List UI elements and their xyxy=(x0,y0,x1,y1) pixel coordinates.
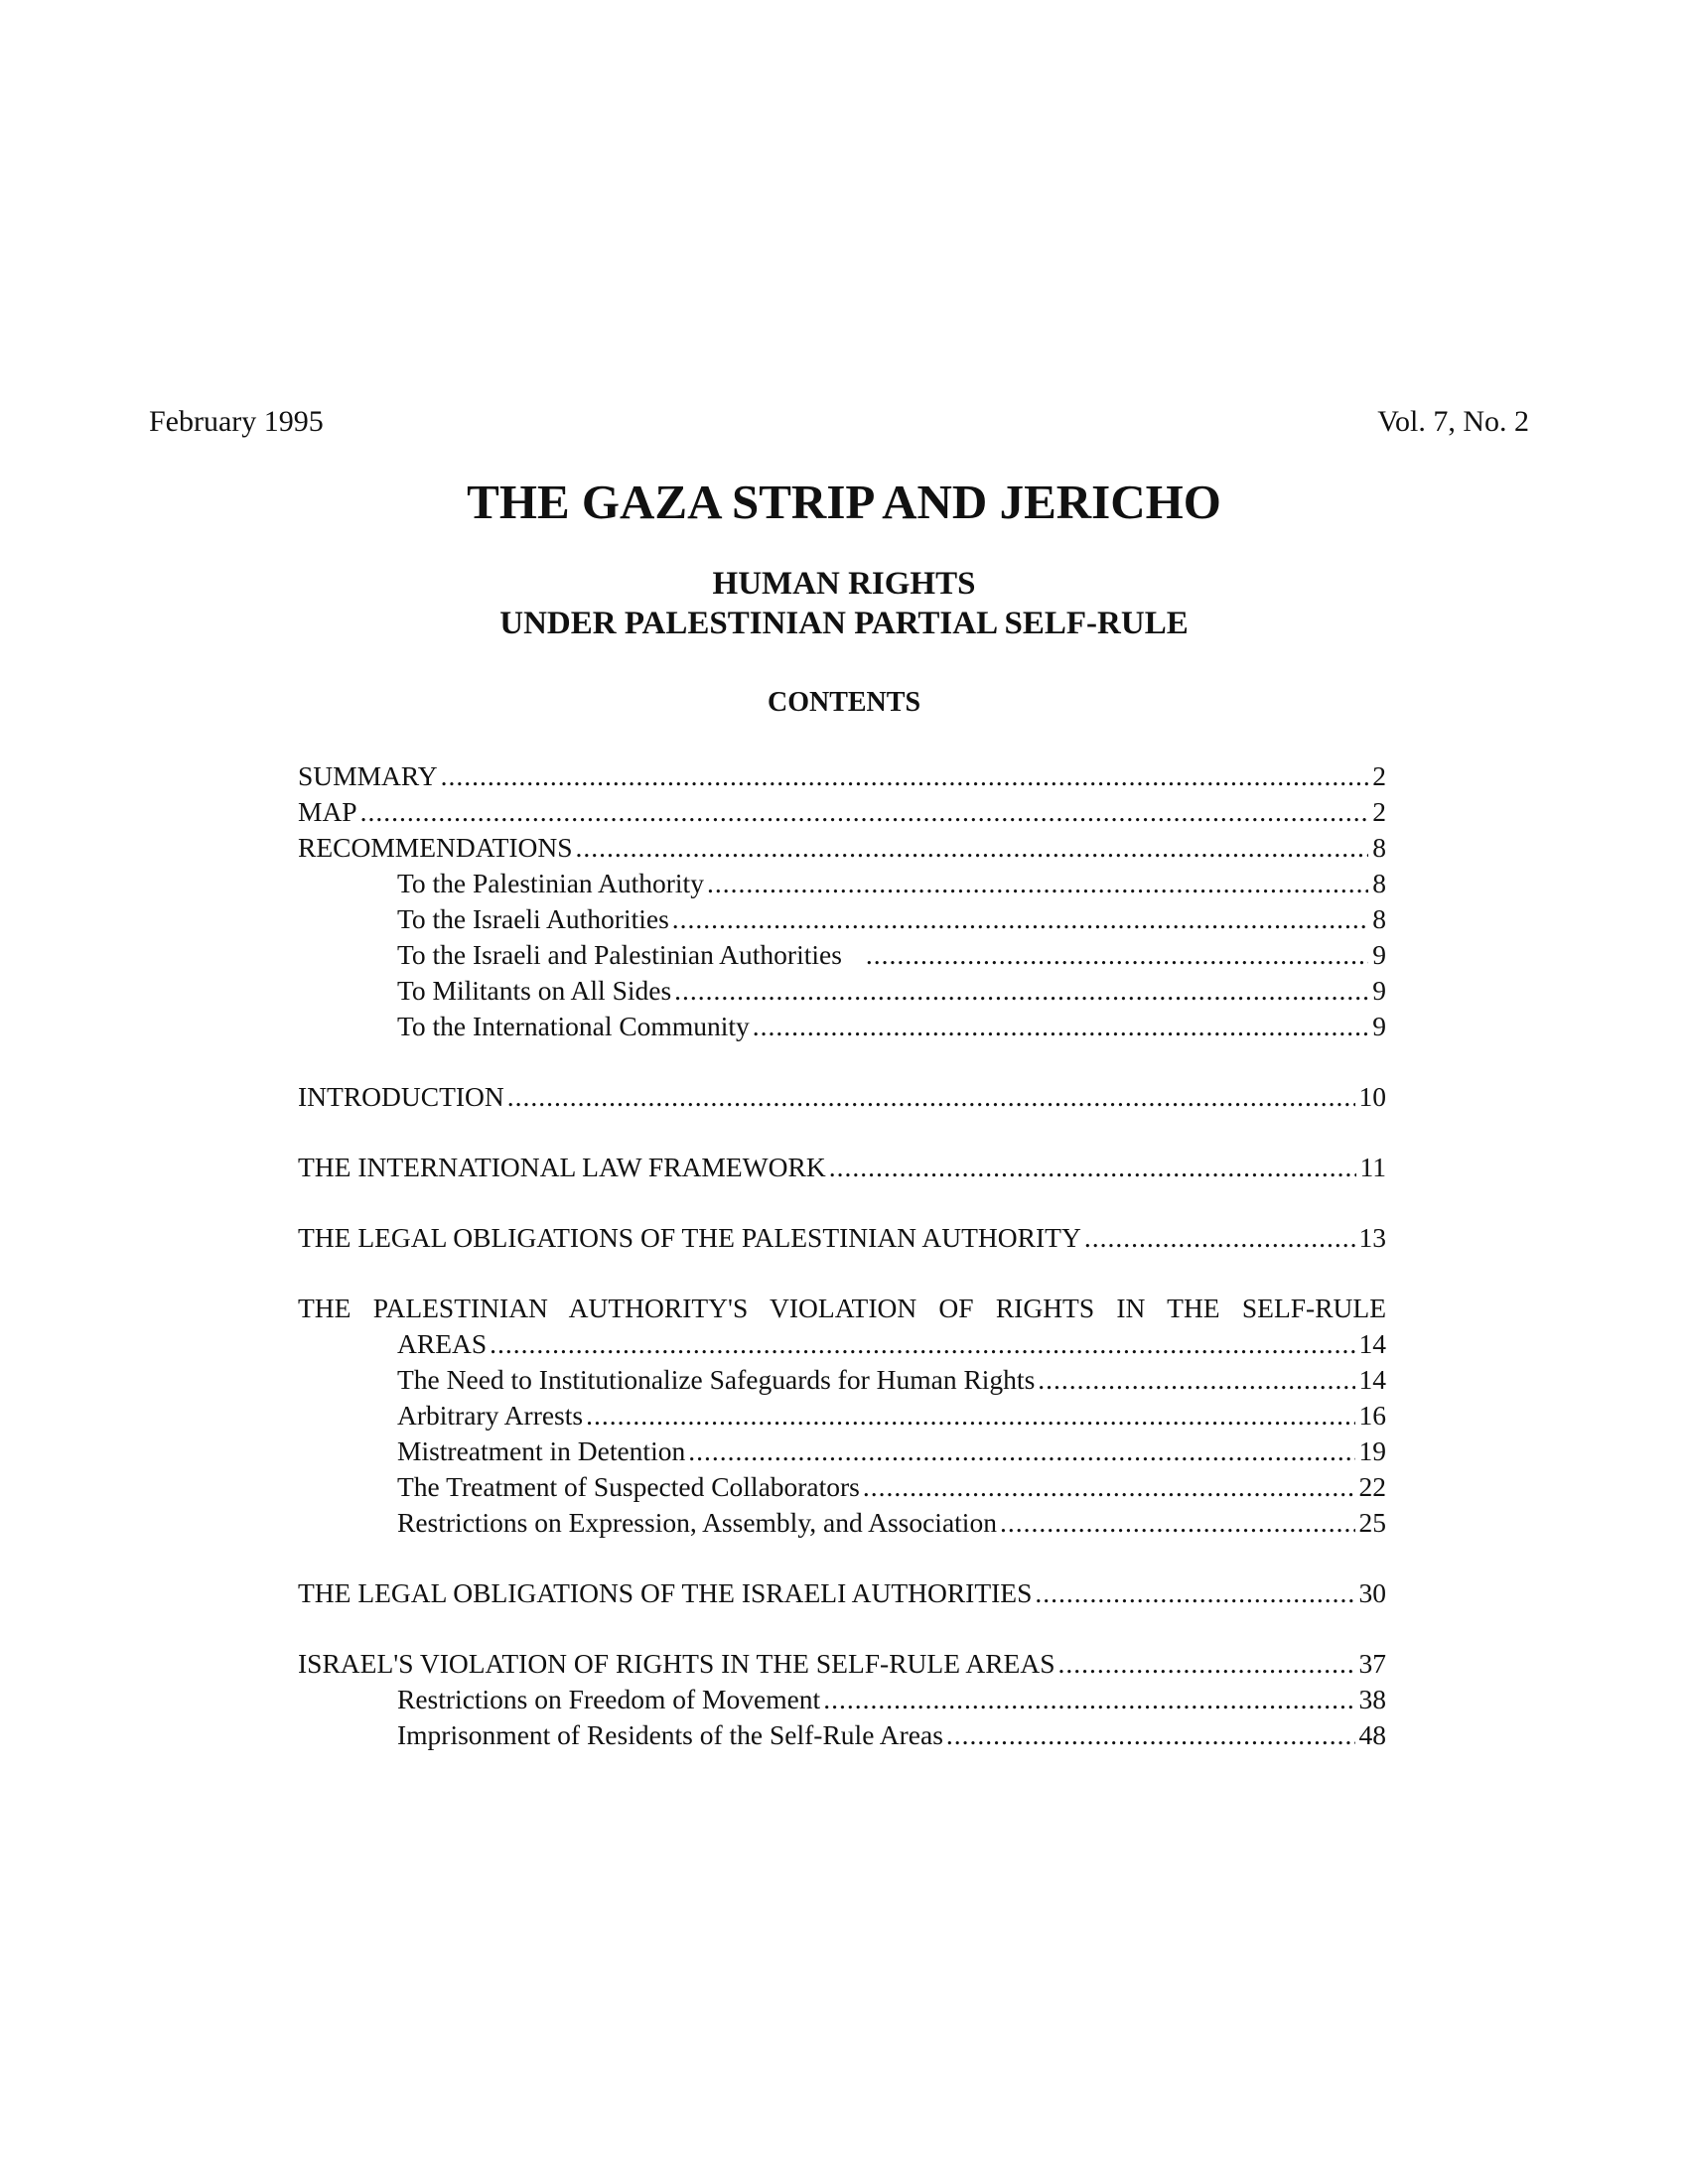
toc-entry xyxy=(298,830,1386,866)
toc-subentry xyxy=(397,901,1386,937)
toc-dot-leader xyxy=(688,1433,1354,1469)
toc-entry-page: 25 xyxy=(1358,1507,1386,1538)
toc-subentry xyxy=(397,1433,1386,1469)
toc-entry-page: 2 xyxy=(1372,760,1386,791)
toc-dot-leader xyxy=(586,1398,1354,1433)
toc-entry-continuation xyxy=(397,1326,1386,1362)
toc-entry-title: THE INTERNATIONAL LAW FRAMEWORK xyxy=(298,1152,826,1182)
toc-entry xyxy=(298,1220,1386,1256)
toc-entry-page: 9 xyxy=(1372,975,1386,1006)
toc-entry-page: 9 xyxy=(1372,939,1386,970)
toc-entry-title: ISRAEL'S VIOLATION OF RIGHTS IN THE SELF-RULE AREAS xyxy=(298,1648,1055,1679)
toc-subentry xyxy=(397,937,1386,973)
toc-dot-leader xyxy=(753,1009,1369,1044)
toc-entry xyxy=(298,1646,1386,1682)
toc-entry-title: RECOMMENDATIONS xyxy=(298,832,573,863)
toc-entry xyxy=(298,794,1386,830)
toc-dot-leader xyxy=(1058,1646,1355,1682)
toc-entry-page: 8 xyxy=(1372,903,1386,934)
toc-entry-page: 8 xyxy=(1372,868,1386,898)
toc-entry-page: 48 xyxy=(1358,1719,1386,1750)
toc-dot-leader xyxy=(507,1079,1355,1115)
toc-entry-page: 8 xyxy=(1372,832,1386,863)
toc-dot-leader xyxy=(674,973,1368,1009)
toc-entry-page: 10 xyxy=(1358,1081,1386,1112)
toc-entry-page: 37 xyxy=(1358,1648,1386,1679)
toc-dot-leader xyxy=(360,794,1369,830)
document-title: THE GAZA STRIP AND JERICHO xyxy=(467,475,1221,529)
toc-subentry xyxy=(397,1398,1386,1433)
toc-entry-title: The Need to Institutionalize Safeguards for Human Rights xyxy=(397,1364,1036,1395)
toc-dot-leader xyxy=(863,1469,1355,1505)
toc-subentry xyxy=(397,866,1386,901)
toc-entry-title: To Militants on All Sides xyxy=(397,975,672,1006)
toc-dot-leader xyxy=(946,1717,1355,1753)
toc-entry-page: 14 xyxy=(1358,1328,1386,1359)
issue-date: February 1995 xyxy=(149,405,324,438)
toc-subentry xyxy=(397,1009,1386,1044)
toc-entry-title: Restrictions on Expression, Assembly, and Association xyxy=(397,1507,997,1538)
toc-entry-title: To the International Community xyxy=(397,1011,750,1041)
toc-entry xyxy=(298,1575,1386,1611)
toc-dot-leader xyxy=(823,1682,1354,1717)
toc-entry-title: Mistreatment in Detention xyxy=(397,1435,686,1466)
contents-heading: CONTENTS xyxy=(767,687,921,718)
toc-entry-page: 11 xyxy=(1359,1152,1386,1182)
toc-entry xyxy=(298,1079,1386,1115)
toc-entry-title: INTRODUCTION xyxy=(298,1081,504,1112)
toc-entry-title: Arbitrary Arrests xyxy=(397,1400,584,1431)
toc-entry-title: Restrictions on Freedom of Movement xyxy=(397,1684,821,1714)
toc-entry-heading-line xyxy=(298,1291,1386,1326)
toc-dot-leader xyxy=(1038,1362,1354,1398)
toc-entry-title: The Treatment of Suspected Collaborators xyxy=(397,1471,860,1502)
toc-entry-page: 30 xyxy=(1358,1577,1386,1608)
toc-dot-leader xyxy=(672,901,1368,937)
toc-dot-leader xyxy=(866,937,1368,973)
toc-subentry xyxy=(397,1469,1386,1505)
volume-number: Vol. 7, No. 2 xyxy=(1377,405,1529,438)
toc-dot-leader xyxy=(829,1150,1356,1185)
toc-entry-page: 16 xyxy=(1358,1400,1386,1431)
toc-entry-title: AREAS xyxy=(397,1328,488,1359)
subtitle-line-1: HUMAN RIGHTS xyxy=(712,566,976,602)
toc-entry-title: To the Israeli Authorities xyxy=(397,903,669,934)
toc-subentry xyxy=(397,1682,1386,1717)
toc-entry-title: Imprisonment of Residents of the Self-Rule Areas xyxy=(397,1719,943,1750)
toc-entry-page: 9 xyxy=(1372,1011,1386,1041)
toc-entry-page: 2 xyxy=(1372,796,1386,827)
toc-subentry xyxy=(397,1505,1386,1541)
toc-dot-leader xyxy=(707,866,1368,901)
header-line xyxy=(149,397,1529,447)
toc-entry-title: To the Palestinian Authority xyxy=(397,868,704,898)
toc-entry-page: 22 xyxy=(1358,1471,1386,1502)
toc-dot-leader xyxy=(441,758,1369,794)
toc-entry-page: 13 xyxy=(1358,1222,1386,1253)
toc-entry-title: MAP xyxy=(298,796,357,827)
toc-dot-leader xyxy=(576,830,1369,866)
toc-entry-page: 19 xyxy=(1358,1435,1386,1466)
toc-dot-leader xyxy=(1084,1220,1355,1256)
toc-dot-leader xyxy=(490,1326,1354,1362)
toc-entry xyxy=(298,1150,1386,1185)
toc-dot-leader xyxy=(1000,1505,1355,1541)
toc-dot-leader xyxy=(1035,1575,1354,1611)
toc-entry-page: 38 xyxy=(1358,1684,1386,1714)
toc-entry-title: THE LEGAL OBLIGATIONS OF THE ISRAELI AUTHORITIES xyxy=(298,1577,1033,1608)
toc-entry-page: 14 xyxy=(1358,1364,1386,1395)
subtitle-line-2: UNDER PALESTINIAN PARTIAL SELF-RULE xyxy=(499,606,1189,641)
toc-subentry xyxy=(397,1717,1386,1753)
toc-entry-title: THE LEGAL OBLIGATIONS OF THE PALESTINIAN AUTHORITY xyxy=(298,1222,1081,1253)
toc-entry-title: To the Israeli and Palestinian Authorities xyxy=(397,939,842,970)
toc-subentry xyxy=(397,1362,1386,1398)
toc-subentry xyxy=(397,973,1386,1009)
toc-entry-title: SUMMARY xyxy=(298,760,438,791)
toc-entry xyxy=(298,758,1386,794)
toc-entry-title: THE PALESTINIAN AUTHORITY'S VIOLATION OF RIGHTS IN THE SELF-RULE xyxy=(298,1293,1386,1323)
